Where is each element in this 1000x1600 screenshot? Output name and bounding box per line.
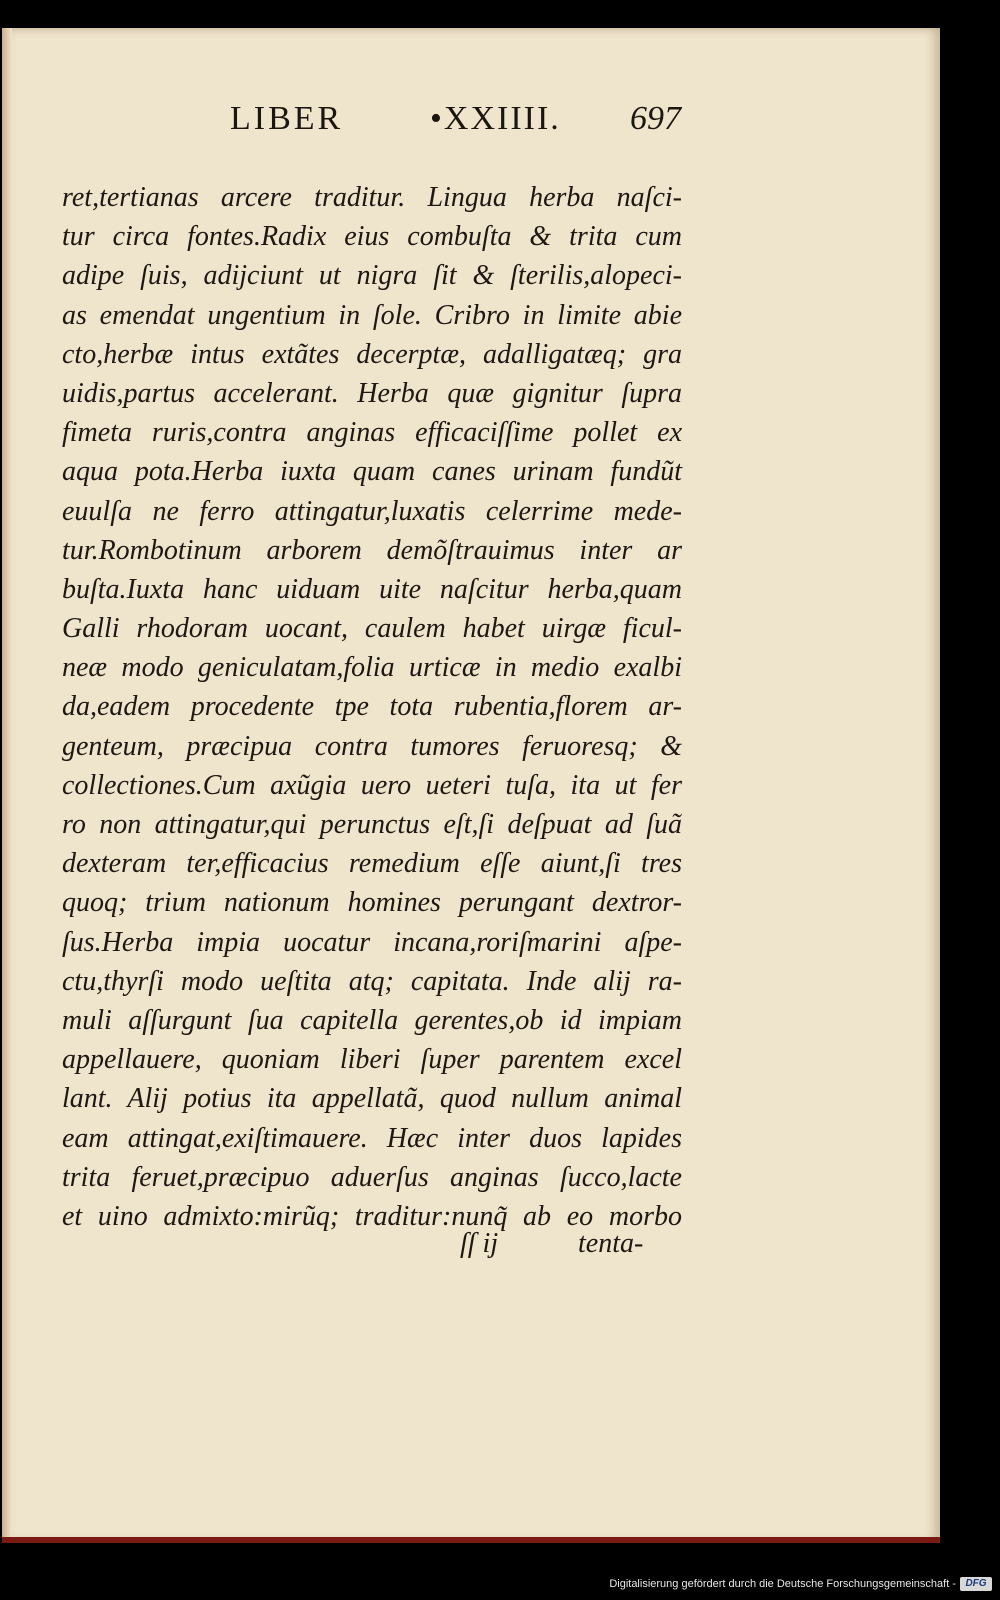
- running-title: LIBER: [230, 100, 344, 137]
- text-line: tur circa fontes.Radix eius combuſta & trita cum: [62, 221, 682, 253]
- text-line: genteum, præcipua contra tumores feruoresq; &: [62, 730, 682, 762]
- text-line: ctu,thyrſi modo ueſtita atq; capitata. Inde alij ra-: [62, 965, 682, 997]
- text-line: ſus.Herba impia uocatur incana,roriſmarini aſpe-: [62, 926, 682, 958]
- text-line: ret,tertianas arcere traditur. Lingua herba naſci-: [62, 182, 682, 213]
- text-line: neæ modo geniculatam,folia urticæ in medio exalbi: [62, 652, 682, 684]
- catchword-line: [450, 1228, 670, 1268]
- text-line: fimeta ruris,contra anginas efficaciſſime pollet ex: [62, 417, 682, 449]
- text-line: aqua pota.Herba iuxta quam canes urinam fundũt: [62, 456, 682, 488]
- dfg-logo: DFG: [960, 1577, 992, 1591]
- text-line: uidis,partus accelerant. Herba quæ gignitur ſupra: [62, 377, 682, 409]
- text-line: dexteram ter,efficacius remedium eſſe aiunt,ſi tres: [62, 848, 682, 880]
- text-line: as emendat ungentium in ſole. Cribro in limite abie: [62, 299, 682, 331]
- text-line: lant. Alij potius ita appellatã, quod nullum animal: [62, 1083, 682, 1115]
- funding-notice: Digitalisierung gefördert durch die Deutsche Forschungsgemeinschaft -: [609, 1578, 956, 1590]
- text-line: cto,herbæ intus extãtes decerptæ, adalligatæq; gra: [62, 338, 682, 370]
- text-line: euulſa ne ferro attingatur,luxatis celerrime mede-: [62, 495, 682, 527]
- text-line: et uino admixto:mirũq; traditur:nunq̃ ab eo morbo: [62, 1200, 682, 1232]
- running-header: [230, 100, 710, 150]
- text-line: adipe ſuis, adijciunt ut nigra ſit & ſterilis,alopeci-: [62, 260, 682, 292]
- text-line: ro non attingatur,qui perunctus eſt,ſi deſpuat ad ſuã: [62, 809, 682, 840]
- catchword: tenta-: [578, 1228, 644, 1259]
- text-line: tur.Rombotinum arborem demõſtrauimus inter ar: [62, 534, 682, 566]
- page-number: 697: [630, 100, 681, 137]
- text-line: buſta.Iuxta hanc uiduam uite naſcitur herba,quam: [62, 573, 682, 605]
- text-line: trita feruet,præcipuo aduerſus anginas ſucco,lacte: [62, 1161, 682, 1193]
- page-bottom-edge: [2, 1537, 940, 1543]
- page-gutter-shadow: [2, 28, 12, 1543]
- text-line: eam attingat,exiſtimauere. Hæc inter duos lapides: [62, 1122, 682, 1154]
- text-line: collectiones.Cum axũgia uero ueteri tuſa, ita ut fer: [62, 769, 682, 801]
- text-line: quoq; trium nationum homines perungant dextror-: [62, 887, 682, 919]
- body-text: [62, 178, 682, 1236]
- text-line: appellauere, quoniam liberi ſuper parentem excel: [62, 1044, 682, 1076]
- text-line: Galli rhodoram uocant, caulem habet uirgæ ficul-: [62, 613, 682, 645]
- text-line: muli aſſurgunt ſua capitella gerentes,ob id impiam: [62, 1004, 682, 1036]
- book-number: •XXIIII.: [430, 100, 561, 137]
- signature-mark: ſſ ij: [460, 1228, 499, 1259]
- text-line: da,eadem procedente tpe tota rubentia,florem ar-: [62, 691, 682, 723]
- digitization-footer: [0, 1568, 1000, 1600]
